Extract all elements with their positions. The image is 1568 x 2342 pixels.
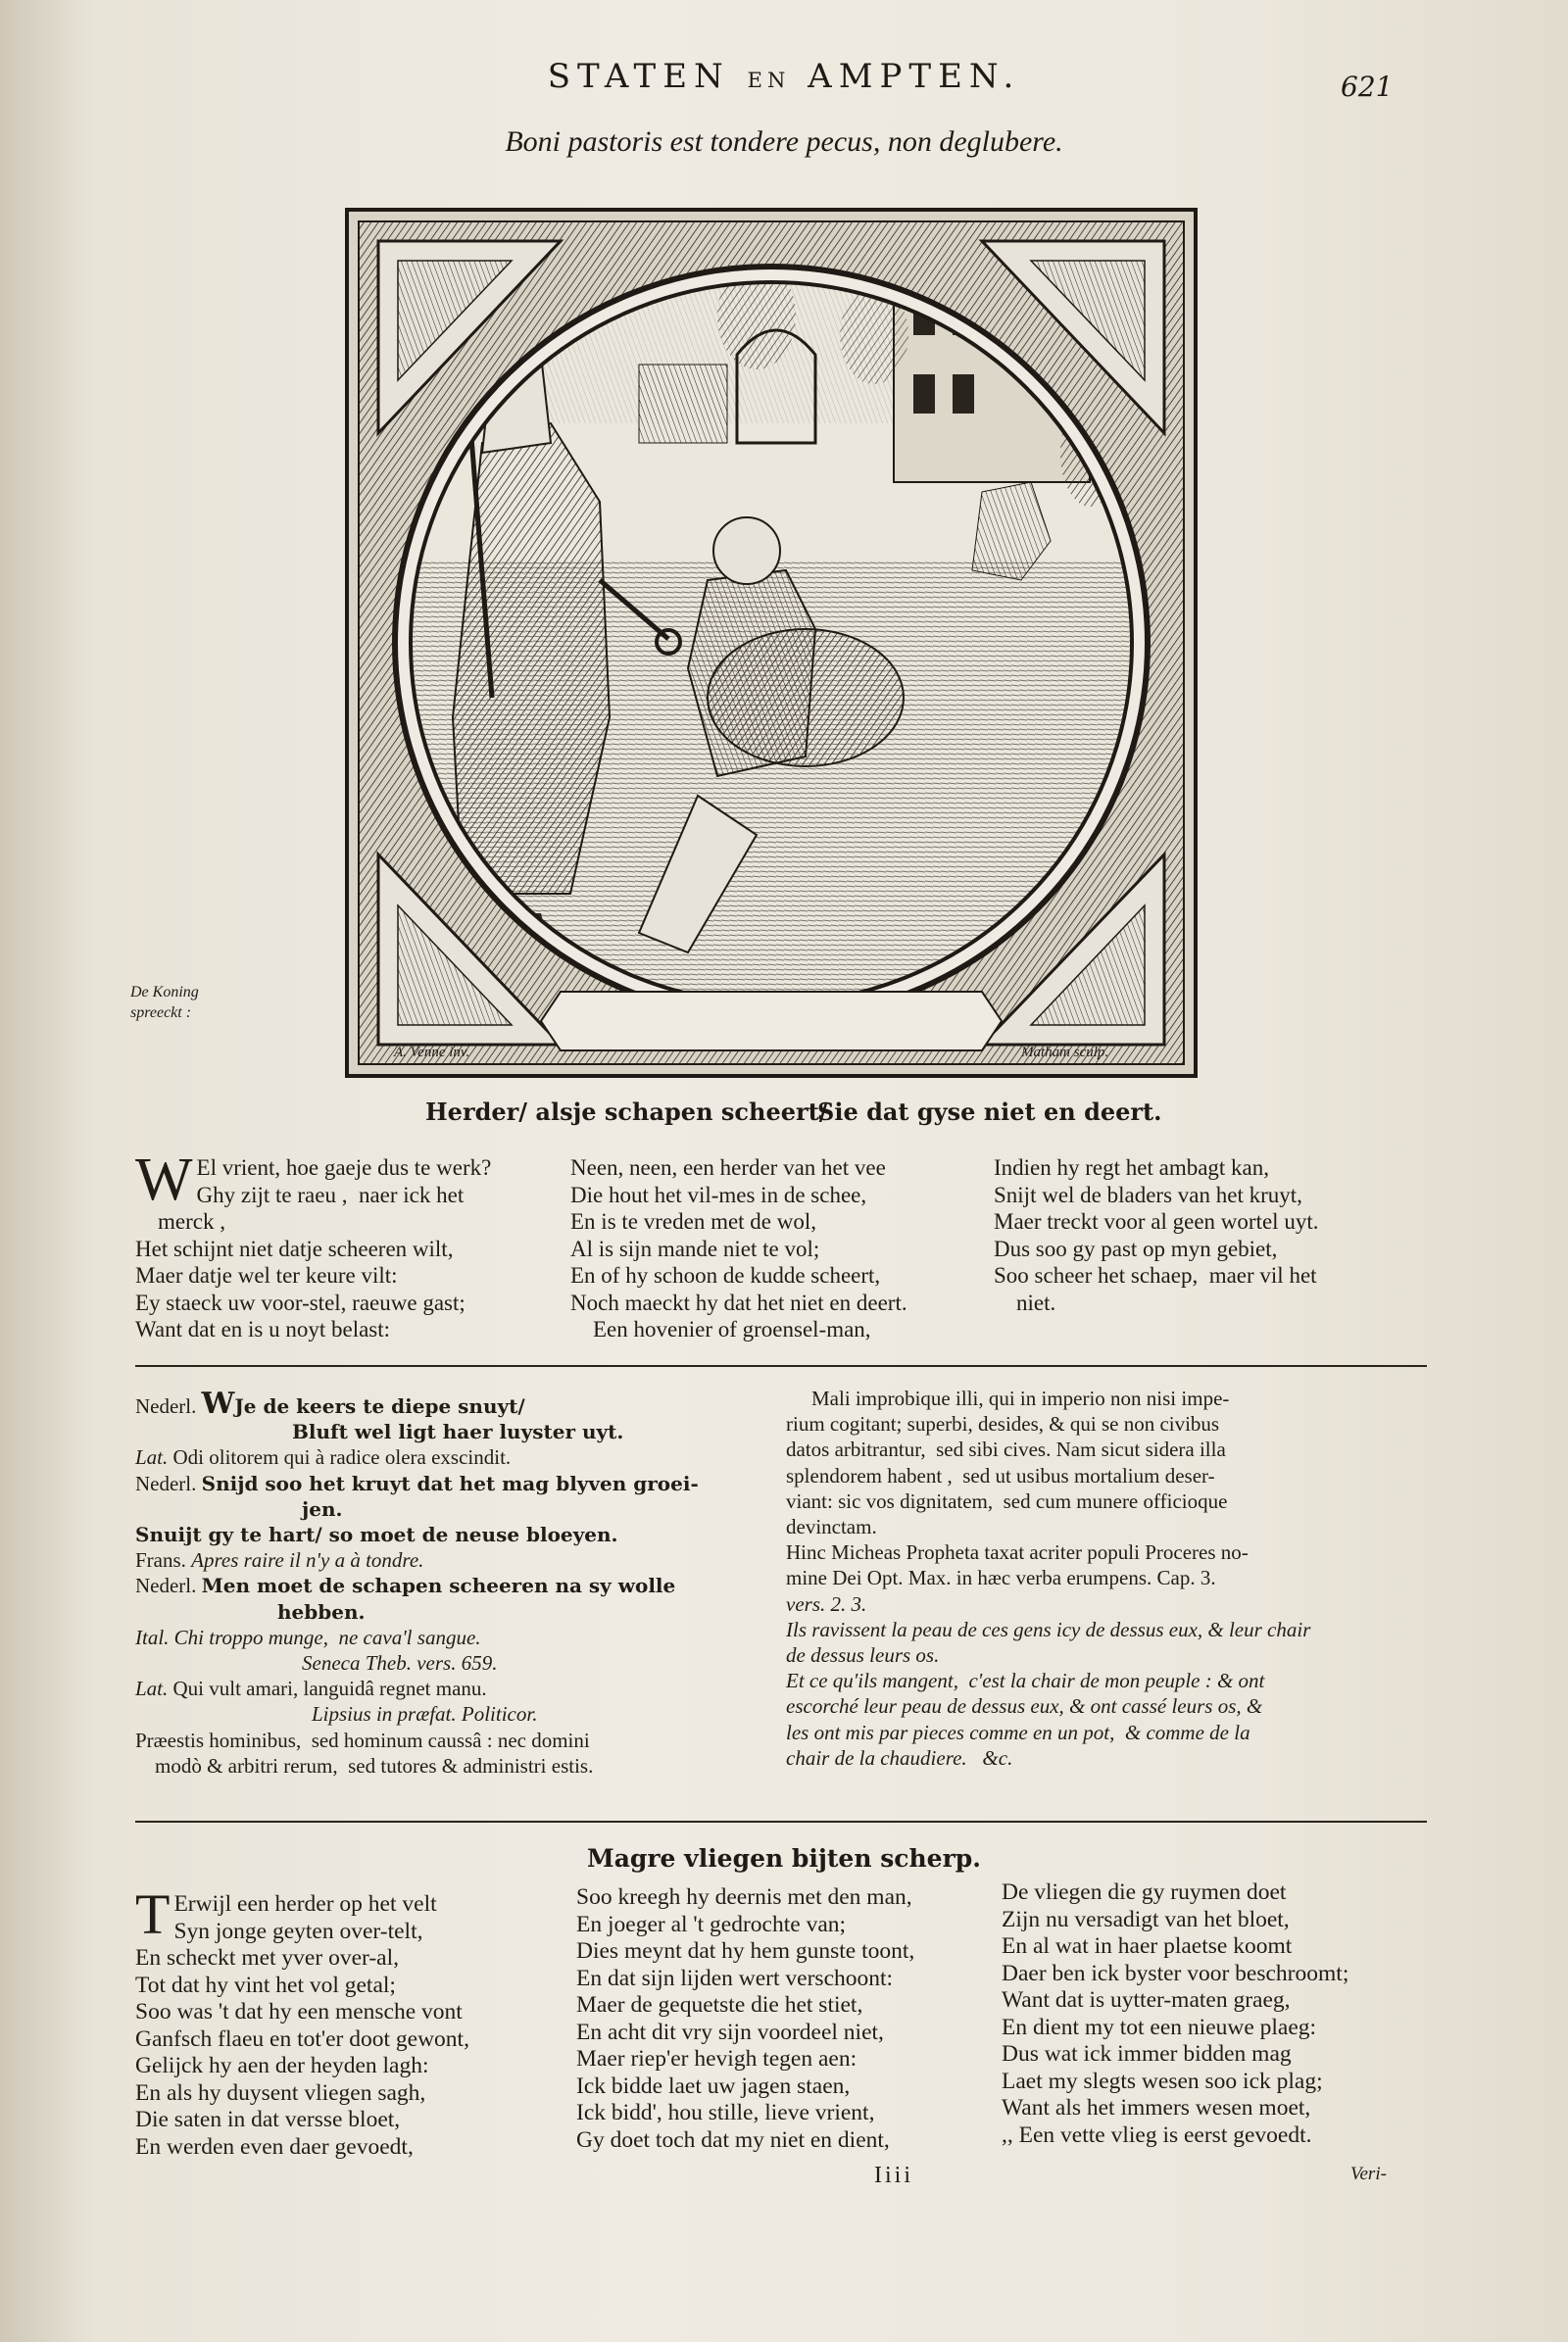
verse-column-1: W El vrient, hoe gaeje dus te werk? Ghy zijt te raeu , naer ick het merck , Het schijnt niet datje scheeren wilt, Maer datje wel ter keure vilt: Ey staeck uw voor-stel, raeuwe gast; Want dat en is u noyt belast: [135,1147,492,1342]
engraver-credit-left: A. Venne inv. [394,1045,470,1060]
running-head: STATEN EN AMPTEN. [547,57,1021,96]
verse-column-2: Neen, neen, een herder van het vee Die hout het vil-mes in de schee, En is te vreden met de wol, Al is sijn mande niet te vol; En of hy schoon de kudde scheert, Noch maeckt hy dat het niet en deert. Een hovenier of groensel-man, [570,1155,907,1342]
fable-drop-cap: T [135,1882,171,1946]
proverbs-column: Nederl. WJe de keers te diepe snuyt/ Bluft wel ligt haer luyster uyt. Lat. Odi olitorem qui à radice olera exscindit. Nederl. Snijd soo het kruyt dat het mag blyven groei- jen. Snuijt gy te hart/ so moet de neuse bloeyen. Frans. Apres raire il n'y a à tondre. Nederl. Men moet de schapen scheeren na sy wolle hebben. Ital. Chi troppo munge, ne cava'l sangue. Seneca Theb. vers. 659. Lat. Qui vult amari, languidâ regnet manu. Lipsius in præfat. Politicor. Præestis hominibus, sed hominum caussâ : nec domini modò & arbitri rerum, sed tutores & administri estis. [135,1387,699,1778]
verse-column-3: Indien hy regt het ambagt kan, Snijt wel de bladers van het kruyt, Maer treckt voor al geen wortel uyt. Dus soo gy past op myn gebiet, Soo scheer het schaep, maer vil het niet. [994,1155,1319,1315]
marginal-note: De Koning spreeckt : [130,984,199,1021]
fable-column-3: De vliegen die gy ruymen doet Zijn nu versadigt van het bloet, En al wat in haer plaetse koomt Daer ben ick byster voor beschroomt; Want dat is uytter-maten graeg, En dient my tot een nieuwe plaeg: Dus wat ick immer bidden mag Laet my slegts wesen soo ick plag; Want als het immers wesen moet, ,, Een vette vlieg is eerst gevoedt. [1002,1879,1349,2148]
emblem-title-left: Herder/ alsje schapen scheert/ [425,1098,828,1126]
section-rule-2 [135,1821,1427,1823]
emblem-title-right: Sie dat gyse niet en deert. [817,1098,1162,1126]
fable-column-1: T Erwijl een herder op het velt Syn jonge geyten over-telt, En scheckt met yver over-al, Tot dat hy vint het vol getal; Soo was 't dat hy een mensche vont Ganfsch flaeu en tot'er doot gewont, Gelijck hy aen der heyden lagh: En als hy duysent vliegen sagh, Die saten in dat versse bloet, En werden even daer gevoedt, [135,1882,469,2160]
latin-commentary: Mali improbique illi, qui in imperio non nisi impe- rium cogitant; superbi, desides, & qui se non civibus datos arbitrantur, sed sibi cives. Nam sicut sidera illa splendorem habent , sed ut usibus mortalium deser- viant: sic vos dignitatem, sed cum munere officioque devinctam. Hinc Micheas Propheta taxat acriter populi Proceres no- mine Dei Opt. Max. in hæc verba erumpens. Cap. 3. vers. 2. 3. Ils ravissent la peau de ces gens icy de dessus eux, & leur chair de dessus leurs os. Et ce qu'ils mangent, c'est la chair de mon peuple : & ont escorché leur peau de dessus eux, & ont cassé leurs os, & les ont mis par pieces comme en un pot, & comme de la chair de la chaudiere. &c. [786,1387,1311,1770]
emblem-engraving [345,208,1198,1078]
engraver-credit-right: Matham sculp. [1021,1045,1109,1060]
page-number: 621 [1341,71,1394,103]
motto: Boni pastoris est tondere pecus, non deglubere. [505,125,1063,158]
section-rule [135,1365,1427,1367]
catchword: Veri- [1350,2164,1387,2184]
fable-title: Magre vliegen bijten scherp. [587,1844,981,1873]
fable-column-2: Soo kreegh hy deernis met den man, En joeger al 't gedrochte van; Dies meynt dat hy hem gunste toont, En dat sijn lijden wert verschoont: Maer de gequetste die het stiet, En acht dit vry sijn voordeel niet, Maer riep'er hevigh tegen aen: Ick bidde laet uw jagen staen, Ick bidd', hou stille, lieve vrient, Gy doet toch dat my niet en dient, [576,1884,915,2153]
drop-cap: W [135,1147,193,1213]
signature-mark: Iiii [874,2163,913,2188]
